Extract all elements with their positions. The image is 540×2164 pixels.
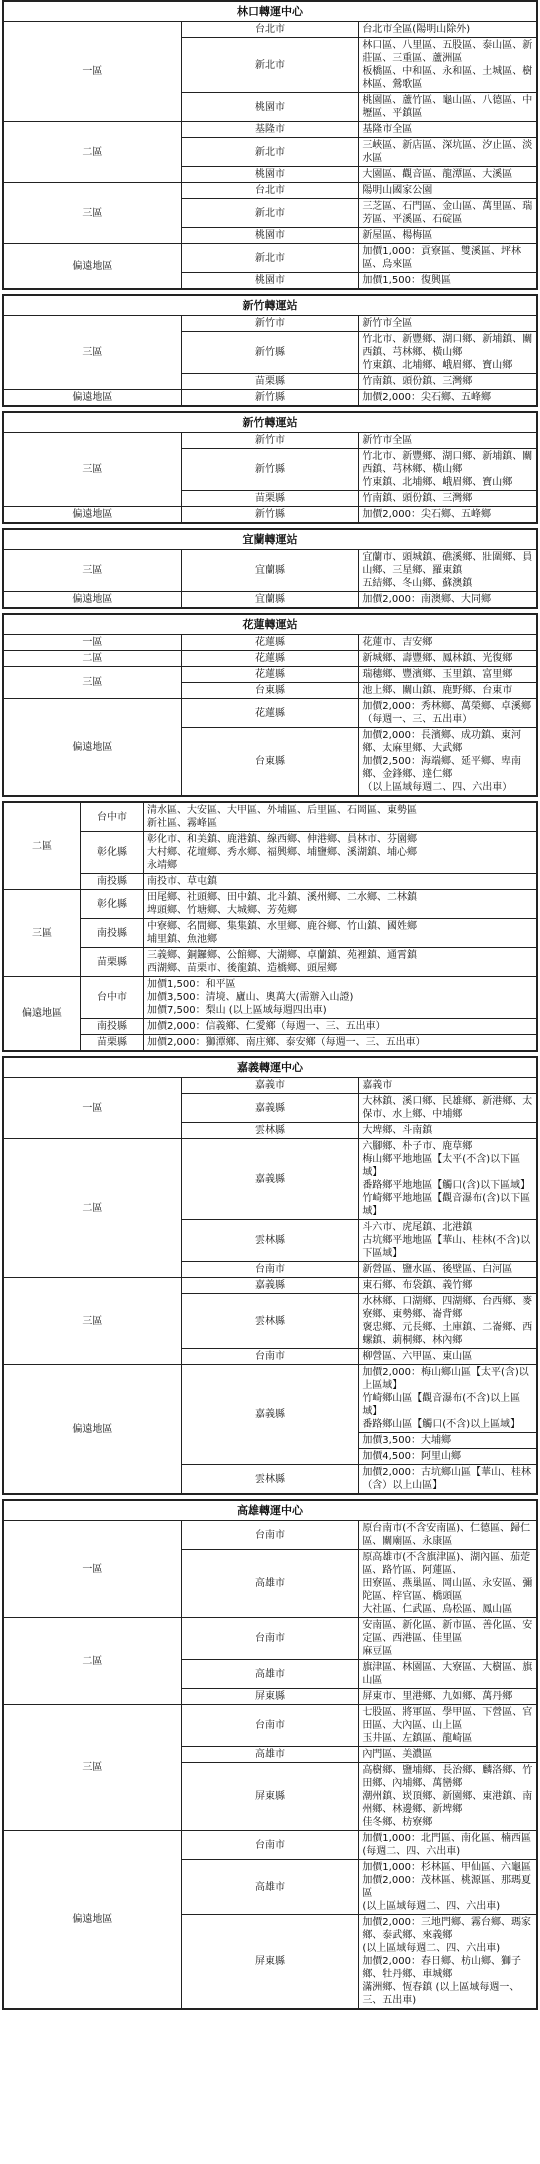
city-cell: 桃園市 [181,93,359,122]
zone-cell: 偏遠地區 [4,977,81,1051]
area-cell: 加價1,500：復興區 [359,273,537,289]
section-hsinchu-1 [2,294,538,407]
city-cell: 台南市 [181,1349,359,1365]
zone-cell: 二區 [4,1139,182,1278]
city-cell: 雲林縣 [181,1465,359,1494]
area-cell: 加價1,000：貢寮區、雙溪區、坪林區、烏來區 [359,244,537,273]
area-cell: 新城鄉、壽豐鄉、鳳林鎮、光復鄉 [359,651,537,667]
zone-cell: 三區 [4,667,182,699]
zone-table [3,1500,537,2009]
area-cell: 柳營區、六甲區、東山區 [359,1349,537,1365]
area-cell: 台北市全區(陽明山除外) [359,22,537,38]
city-cell: 台南市 [181,1705,359,1747]
zone-cell: 三區 [4,550,182,592]
zone-table [3,802,537,1051]
city-cell: 新竹縣 [181,390,359,406]
area-cell: 加價2,000：尖石鄉、五峰鄉 [359,390,537,406]
area-cell: 竹北市、新豐鄉、湖口鄉、新埔鎮、關西鎮、芎林鄉、橫山鄉 竹東鎮、北埔鄉、峨眉鄉、寶山鄉 [359,332,537,374]
city-cell: 新竹市 [181,316,359,332]
zone-cell: 偏遠地區 [4,507,182,523]
city-cell: 新竹縣 [181,507,359,523]
area-cell: 加價2,000：三地門鄉、霧台鄉、瑪家鄉、泰武鄉、來義鄉 (以上區域每週二、四、六出車) 加價2,000：春日鄉、枋山鄉、獅子鄉、牡丹鄉、車城鄉 滿洲鄉、恆春鎮 (以上區域每週一、三、五出車) [359,1915,537,2009]
city-cell: 新北市 [181,138,359,167]
area-cell: 宜蘭市、頭城鎮、礁溪鄉、壯圍鄉、員山鄉、三星鄉、羅東鎮 五結鄉、冬山鄉、蘇澳鎮 [359,550,537,592]
zone-cell: 三區 [4,890,81,977]
zone-cell: 偏遠地區 [4,699,182,796]
city-cell: 彰化縣 [81,832,144,874]
city-cell: 花蓮縣 [181,635,359,651]
area-cell: 高樹鄉、鹽埔鄉、長治鄉、麟洛鄉、竹田鄉、內埔鄉、萬巒鄉 潮州鎮、崁頂鄉、新園鄉、東港鎮、南州鄉、林邊鄉、新埤鄉 佳冬鄉、枋寮鄉 [359,1763,537,1831]
section-title: 林口轉運中心 [4,2,537,22]
city-cell: 桃園市 [181,228,359,244]
area-cell: 加價1,000：杉林區、甲仙區、六龜區 加價2,000：茂林區、桃源區、那瑪夏區 (以上區域每週二、四、六出車) [359,1860,537,1915]
area-cell: 清水區、大安區、大甲區、外埔區、后里區、石岡區、東勢區 新社區、霧峰區 [144,803,537,832]
zone-cell: 一區 [4,1521,182,1618]
city-cell: 嘉義縣 [181,1139,359,1220]
city-cell: 高雄市 [181,1860,359,1915]
area-cell: 加價2,000：南澳鄉、大同鄉 [359,592,537,608]
zone-table [3,529,537,608]
area-cell: 三芝區、石門區、金山區、萬里區、瑞芳區、平溪區、石碇區 [359,199,537,228]
area-cell: 新竹市全區 [359,433,537,449]
city-cell: 桃園市 [181,273,359,289]
zone-cell: 偏遠地區 [4,1365,182,1494]
area-cell: 大埤鄉、斗南鎮 [359,1123,537,1139]
area-cell: 中寮鄉、名間鄉、集集鎮、水里鄉、鹿谷鄉、竹山鎮、國姓鄉 埔里鎮、魚池鄉 [144,919,537,948]
city-cell: 嘉義縣 [181,1094,359,1123]
area-cell: 屏東市、里港鄉、九如鄉、萬丹鄉 [359,1689,537,1705]
city-cell: 屏東縣 [181,1915,359,2009]
zone-cell: 三區 [4,1278,182,1365]
city-cell: 花蓮縣 [181,699,359,728]
area-cell: 彰化市、和美鎮、鹿港鎮、線西鄉、伸港鄉、員林市、芬園鄉 大村鄉、花壇鄉、秀水鄉、福興鄉、埔鹽鄉、溪湖鎮、埔心鄉 永靖鄉 [144,832,537,874]
city-cell: 彰化縣 [81,890,144,919]
city-cell: 南投縣 [81,1019,144,1035]
area-cell: 原高雄市(不含旗津區)、湖內區、茄萣區、路竹區、阿蓮區、 田寮區、燕巢區、岡山區、永安區、彌陀區、梓官區、橋頭區 大社區、仁武區、鳥松區、鳳山區 [359,1550,537,1618]
area-cell: 基隆市全區 [359,122,537,138]
section-kaohsiung [2,1499,538,2010]
area-cell: 旗津區、林園區、大寮區、大樹區、旗山區 [359,1660,537,1689]
city-cell: 台南市 [181,1618,359,1660]
city-cell: 台東縣 [181,728,359,796]
zone-cell: 二區 [4,651,182,667]
zone-cell: 二區 [4,803,81,890]
area-cell: 六腳鄉、朴子市、鹿草鄉 梅山鄉平地地區【太平(不含)以下區域】 番路鄉平地地區【觸口(含)以下區域】 竹崎鄉平地地區【觀音瀑布(含)以下區域】 [359,1139,537,1220]
area-cell: 內門區、美濃區 [359,1747,537,1763]
city-cell: 苗栗縣 [181,374,359,390]
area-cell: 加價2,000：古坑鄉山區【華山、桂林（含）以上山區】 [359,1465,537,1494]
city-cell: 苗栗縣 [81,948,144,977]
area-cell: 三義鄉、銅鑼鄉、公館鄉、大湖鄉、卓蘭鎮、苑裡鎮、通霄鎮 西湖鄉、苗栗市、後龍鎮、造橋鄉、頭屋鄉 [144,948,537,977]
section-hsinchu-2 [2,411,538,524]
zone-table [3,412,537,523]
area-cell: 林口區、八里區、五股區、泰山區、新莊區、三重區、蘆洲區 板橋區、中和區、永和區、土城區、樹林區、鶯歌區 [359,38,537,93]
city-cell: 台中市 [81,977,144,1019]
city-cell: 花蓮縣 [181,667,359,683]
section-linkou [2,0,538,290]
city-cell: 新竹縣 [181,449,359,491]
city-cell: 基隆市 [181,122,359,138]
city-cell: 嘉義縣 [181,1278,359,1294]
city-cell: 台南市 [181,1831,359,1860]
zone-table [3,1,537,289]
city-cell: 苗栗縣 [181,491,359,507]
area-cell: 瑞穗鄉、豐濱鄉、玉里鎮、富里鄉 [359,667,537,683]
city-cell: 新竹縣 [181,332,359,374]
city-cell: 雲林縣 [181,1123,359,1139]
section-title: 嘉義轉運中心 [4,1058,537,1078]
city-cell: 屏東縣 [181,1689,359,1705]
city-cell: 宜蘭縣 [181,550,359,592]
city-cell: 花蓮縣 [181,651,359,667]
area-cell: 大園區、觀音區、龍潭區、大溪區 [359,167,537,183]
zone-cell: 二區 [4,122,182,183]
city-cell: 台南市 [181,1521,359,1550]
zone-cell: 一區 [4,635,182,651]
city-cell: 新竹市 [181,433,359,449]
city-cell: 雲林縣 [181,1294,359,1349]
city-cell: 新北市 [181,38,359,93]
zone-cell: 偏遠地區 [4,1831,182,2009]
area-cell: 竹北市、新豐鄉、湖口鄉、新埔鎮、關西鎮、芎林鄉、橫山鄉 竹東鎮、北埔鄉、峨眉鄉、寶山鄉 [359,449,537,491]
area-cell: 加價2,000：長濱鄉、成功鎮、東河鄉、太麻里鄉、大武鄉 加價2,500：海端鄉、延平鄉、卑南鄉、金鋒鄉、達仁鄉 （以上區域每週二、四、六出車） [359,728,537,796]
zone-cell: 三區 [4,316,182,390]
zone-cell: 三區 [4,433,182,507]
zone-cell: 偏遠地區 [4,244,182,289]
city-cell: 南投縣 [81,919,144,948]
section-taichung [2,801,538,1052]
city-cell: 嘉義市 [181,1078,359,1094]
city-cell: 高雄市 [181,1747,359,1763]
zone-table [3,614,537,796]
area-cell: 新竹市全區 [359,316,537,332]
area-cell: 加價1,000：北門區、南化區、楠西區 (每週二、四、六出車) [359,1831,537,1860]
area-cell: 加價1,500：和平區 加價3,500：清境、廬山、奧萬大(需辦入山證) 加價7,500：梨山 (以上區域每週四出車) [144,977,537,1019]
area-cell: 水林鄉、口湖鄉、四湖鄉、台西鄉、麥寮鄉、東勢鄉、崙背鄉 褒忠鄉、元長鄉、土庫鎮、二崙鄉、西螺鎮、莿桐鄉、林內鄉 [359,1294,537,1349]
city-cell: 嘉義縣 [181,1365,359,1465]
area-cell: 加價2,000：信義鄉、仁愛鄉（每週一、三、五出車） [144,1019,537,1035]
section-chiayi [2,1056,538,1495]
area-cell: 竹南鎮、頭份鎮、三灣鄉 [359,491,537,507]
area-cell: 嘉義市 [359,1078,537,1094]
city-cell: 新北市 [181,199,359,228]
zone-cell: 一區 [4,22,182,122]
city-cell: 台中市 [81,803,144,832]
zone-cell: 二區 [4,1618,182,1705]
city-cell: 高雄市 [181,1550,359,1618]
section-title: 花蓮轉運站 [4,615,537,635]
zone-cell: 偏遠地區 [4,592,182,608]
area-cell: 池上鄉、關山鎮、鹿野鄉、台東市 [359,683,537,699]
zone-cell: 三區 [4,1705,182,1831]
zone-table [3,295,537,406]
city-cell: 台南市 [181,1262,359,1278]
city-cell: 桃園市 [181,167,359,183]
city-cell: 高雄市 [181,1660,359,1689]
area-cell: 斗六市、虎尾鎮、北港鎮 古坑鄉平地地區【華山、桂林(不含)以下區域】 [359,1220,537,1262]
city-cell: 屏東縣 [181,1763,359,1831]
section-title: 宜蘭轉運站 [4,530,537,550]
area-cell: 三峽區、新店區、深坑區、汐止區、淡水區 [359,138,537,167]
area-cell: 新營區、鹽水區、後壁區、白河區 [359,1262,537,1278]
area-cell: 田尾鄉、社頭鄉、田中鎮、北斗鎮、溪州鄉、二水鄉、二林鎮 埤頭鄉、竹塘鄉、大城鄉、芳苑鄉 [144,890,537,919]
section-hualien [2,613,538,797]
city-cell: 雲林縣 [181,1220,359,1262]
section-title: 高雄轉運中心 [4,1501,537,1521]
city-cell: 台北市 [181,22,359,38]
zone-table [3,1057,537,1494]
section-yilan [2,528,538,609]
city-cell: 宜蘭縣 [181,592,359,608]
area-cell: 加價2,000：秀林鄉、萬榮鄉、卓溪鄉（每週一、三、五出車） [359,699,537,728]
city-cell: 苗栗縣 [81,1035,144,1051]
area-cell: 七股區、將軍區、學甲區、下營區、官田區、大內區、山上區 玉井區、左鎮區、龍崎區 [359,1705,537,1747]
area-cell: 加價2,000：梅山鄉山區【太平(含)以上區域】 竹崎鄉山區【觀音瀑布(不含)以上區域】 番路鄉山區【觸口(不含)以上區域】 [359,1365,537,1433]
city-cell: 新北市 [181,244,359,273]
area-cell: 竹南鎮、頭份鎮、三灣鄉 [359,374,537,390]
zone-cell: 三區 [4,183,182,244]
zone-cell: 一區 [4,1078,182,1139]
section-title: 新竹轉運站 [4,296,537,316]
area-cell: 東石鄉、布袋鎮、義竹鄉 [359,1278,537,1294]
area-cell: 加價2,000：尖石鄉、五峰鄉 [359,507,537,523]
area-cell: 加價2,000：獅潭鄉、南庄鄉、泰安鄉（每週一、三、五出車） [144,1035,537,1051]
area-cell: 新屋區、楊梅區 [359,228,537,244]
zone-cell: 偏遠地區 [4,390,182,406]
city-cell: 南投縣 [81,874,144,890]
area-cell: 花蓮市、吉安鄉 [359,635,537,651]
area-cell: 加價3,500：大埔鄉 [359,1433,537,1449]
area-cell: 原台南市(不含安南區)、仁德區、歸仁區、關廟區、永康區 [359,1521,537,1550]
area-cell: 陽明山國家公園 [359,183,537,199]
area-cell: 南投市、草屯鎮 [144,874,537,890]
city-cell: 台北市 [181,183,359,199]
area-cell: 桃園區、蘆竹區、龜山區、八德區、中壢區、平鎮區 [359,93,537,122]
area-cell: 安南區、新化區、新市區、善化區、安定區、西港區、佳里區 麻豆區 [359,1618,537,1660]
area-cell: 大林鎮、溪口鄉、民雄鄉、新港鄉、太保市、水上鄉、中埔鄉 [359,1094,537,1123]
section-title: 新竹轉運站 [4,413,537,433]
city-cell: 台東縣 [181,683,359,699]
area-cell: 加價4,500：阿里山鄉 [359,1449,537,1465]
